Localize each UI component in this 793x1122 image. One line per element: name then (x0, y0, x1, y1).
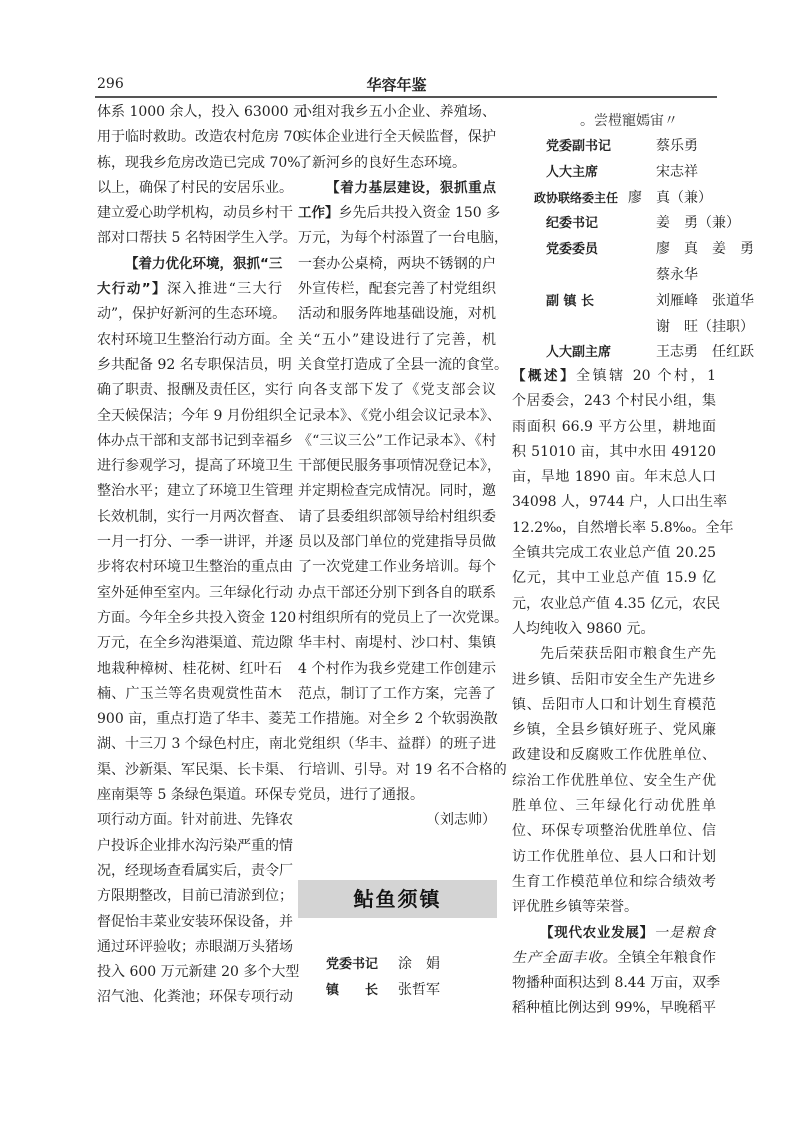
body-text: 关“五小”建设进行了完善，机 (298, 331, 496, 348)
roster-name: 蔡乐勇 (656, 138, 698, 154)
body-text: 政建设和反腐败工作优胜单位、 (512, 747, 716, 764)
body-text: 一套办公桌椅，两块不锈钢的户 (298, 255, 496, 272)
body-text: 进行参观学习，提高了环境卫生 (97, 458, 293, 475)
text-line (512, 693, 716, 718)
text-line (97, 201, 293, 226)
body-text: 人均纯收入 9860 元。 (512, 620, 655, 637)
text-line (97, 404, 297, 429)
roster-entry (546, 263, 754, 289)
text-line (512, 996, 716, 1021)
body-text: 栋，现我乡危房改造已完成 70% (97, 154, 301, 171)
running-title: 华容年鉴 (366, 76, 427, 94)
text-line (298, 151, 496, 176)
text-line (298, 479, 496, 504)
body-text: 34098 人，9744 户，人口出生率 (512, 494, 728, 511)
text-line (512, 465, 716, 490)
text-line (298, 732, 496, 757)
text-line (512, 743, 716, 768)
text-line (512, 946, 716, 971)
body-text: 先后荣获岳阳市粮食生产先 (540, 646, 716, 663)
body-text: 况，经现场查看属实后，责令厂 (97, 862, 293, 879)
text-line (512, 769, 716, 794)
text-line (97, 100, 307, 125)
body-text: 农村环境卫生整治行动方面。全 (97, 331, 293, 348)
text-line (512, 819, 716, 844)
body-text: 确了职责、报酬及责任区，实行 (97, 382, 293, 399)
body-text: 了新河乡的良好生态环境。 (298, 154, 466, 171)
body-text: 全镇辖 20 个村，1 (576, 368, 716, 384)
body-text: 方限期整改，目前已清淤到位； (97, 888, 293, 905)
text-line (298, 555, 496, 580)
text-line (512, 845, 716, 870)
roster-entry (546, 134, 754, 160)
body-text: 个居委会，243 个村民小组，集 (512, 393, 716, 410)
leadership-roster-top (534, 134, 754, 366)
body-text: 向各支部下发了《党支部会议 (298, 382, 496, 399)
text-line (298, 100, 496, 125)
body-text: 体办点干部和支部书记到幸福乡 (97, 432, 293, 449)
text-line (298, 302, 496, 327)
section-heading: 大行动”】 (97, 281, 167, 298)
text-line (97, 176, 293, 201)
body-text: 党员，进行了通报。 (298, 787, 424, 804)
text-line (97, 530, 293, 555)
body-text: 户投诉企业排水沟污染严重的情 (97, 837, 293, 854)
body-text: 全镇全年粮食作 (617, 949, 717, 966)
text-line (97, 758, 293, 783)
body-text: 以上，确保了村民的安居乐业。 (97, 179, 293, 196)
body-text: 室外延伸至室内。三年绿化行动 (97, 584, 293, 601)
body-text: 乡共配备 92 名专职保洁员，明 (97, 356, 292, 373)
roster-entry (326, 952, 440, 978)
text-line (97, 555, 293, 580)
body-text: 督促怡丰菜业安装环保设备，并 (97, 913, 293, 930)
body-text: 并定期检查完成情况。同时，邀 (298, 483, 496, 500)
body-text: 员以及部门单位的党建指导员做 (298, 534, 496, 551)
text-line (512, 490, 728, 515)
body-text: 湖、十三刀 3 个绿色村庄，南北 (97, 736, 297, 753)
text-line (97, 378, 293, 403)
text-line (512, 718, 716, 743)
text-line (512, 870, 716, 895)
text-line (97, 732, 297, 757)
body-text: 长效机制，实行一月两次督查、 (97, 508, 293, 525)
text-line (298, 707, 496, 732)
body-text: 元，农业总产值 4.35 亿元，农民 (512, 595, 721, 612)
roster-role: 镇 长 (326, 982, 379, 998)
text-line (97, 125, 302, 150)
body-text: 镇、岳阳市人口和计划生育模范 (512, 696, 716, 713)
roster-entry (546, 340, 754, 366)
body-text: 村组织所有的党员上了一次党课。 (298, 609, 508, 626)
roster-role: 党委委员 (546, 242, 599, 258)
text-line (512, 617, 716, 642)
roster-role: 政协联络委主任 (534, 190, 619, 205)
body-text: 一月一打分、一季一讲评，并逐 (97, 534, 293, 551)
text-line (97, 151, 301, 176)
body-text: 12.2‰，自然增长率 5.8‰。全年 (512, 519, 734, 536)
body-text: 积 51010 亩，其中水田 49120 (512, 443, 716, 460)
roster-entry (546, 289, 754, 315)
body-text: 综治工作优胜单位、安全生产优 (512, 772, 716, 789)
body-text: 亩，旱地 1890 亩。年末总人口 (512, 469, 716, 486)
body-text: 万元，在全乡沟港渠道、荒边隙 (97, 635, 293, 652)
body-text: 记录本》、《党小组会议记录本》、 (298, 407, 501, 424)
leadership-roster-bottom (326, 952, 440, 1004)
text-line (512, 415, 716, 440)
body-text: 小组对我乡五小企业、养殖场、 (298, 104, 496, 120)
body-text: 体系 1000 余人，投入 63000 元 (97, 104, 307, 120)
roster-name: 王志勇 任红跃 (656, 344, 754, 361)
body-text: 动”，保护好新河的生态环境。 (97, 306, 287, 323)
text-line (512, 642, 716, 667)
body-text: 位、环保专项整治优胜单位、信 (512, 823, 716, 840)
roster-name: 谢 旺（挂职） (656, 318, 754, 335)
header-rule (95, 96, 717, 98)
text-line (512, 668, 716, 693)
text-line (298, 252, 496, 277)
body-text: 全镇共完成工农业总产值 20.25 (512, 545, 716, 562)
body-text: 物播种面积达到 8.44 万亩，双季 (512, 975, 721, 992)
roster-name: 涂 娟 (398, 956, 440, 972)
text-line (298, 783, 496, 808)
text-line (97, 960, 300, 985)
text-line (97, 707, 297, 732)
body-text: 通过环评验收；赤眼湖万头猪场 (97, 938, 293, 955)
roster-entry (546, 160, 754, 186)
roster-name: 廖 真 姜 勇 (656, 241, 754, 258)
garbled-text-line: 。尝榿寵嫣宙〃 (580, 113, 678, 129)
body-text: 深入推进“三大行 (166, 281, 282, 298)
body-text: 进乡镇、岳阳市安全生产先进乡 (512, 671, 716, 688)
text-line (512, 364, 716, 389)
body-text: 建立爱心助学机构，动员乡村干 (97, 205, 293, 222)
text-line (298, 581, 496, 606)
emphasis-text: 生产全面丰收。 (512, 949, 618, 966)
body-text: 党组织（华丰、益群）的班子进 (298, 736, 496, 753)
body-text: 用于临时救助。改造农村危房 70 (97, 129, 302, 146)
text-line (298, 353, 508, 378)
text-line (97, 429, 293, 454)
body-text: 活动和服务阵地基础设施，对机 (298, 306, 496, 323)
text-line (298, 176, 496, 201)
text-line (97, 302, 287, 327)
body-text: 稻种植比例达到 99%，早晚稻平 (512, 1000, 716, 1017)
text-line (298, 125, 496, 150)
text-line (512, 516, 734, 541)
text-line (298, 378, 496, 403)
roster-role: 人大副主席 (546, 345, 612, 361)
body-text: 胜单位、三年绿化行动优胜单 (512, 798, 716, 815)
body-text: 请了县委组织部领导给村组织委 (298, 508, 496, 525)
roster-name: 廖 真（兼） (628, 189, 713, 206)
body-text: 办点干部还分别下到各自的联系 (298, 584, 496, 601)
text-line (298, 226, 508, 251)
column-2 (298, 100, 508, 834)
body-text: 整治水平；建立了环境卫生管理 (97, 483, 293, 500)
body-text: 方面。今年全乡共投入资金 120 (97, 609, 297, 626)
text-line (97, 884, 293, 909)
body-text: 华丰村、南堤村、沙口村、集镇 (298, 635, 496, 652)
text-line (298, 404, 501, 429)
text-line (298, 682, 496, 707)
text-line (97, 985, 293, 1010)
text-line (97, 479, 293, 504)
body-text: 工作措施。对全乡 2 个软弱涣散 (298, 711, 498, 728)
emphasis-text: 一是粮食 (653, 924, 717, 941)
roster-entry (326, 978, 440, 1004)
text-line (97, 910, 293, 935)
body-text: 步将农村环境卫生整治的重点由 (97, 559, 293, 576)
body-text: 渠、沙新渠、军民渠、长卡渠、 (97, 761, 293, 778)
body-text: 行培训、引导。对 19 名不合格的 (298, 761, 507, 778)
roster-entry (546, 211, 754, 237)
section-heading: 【着力优化环境，狠抓“三 (125, 255, 283, 272)
body-text: 亿元，其中工业总产值 15.9 亿 (512, 570, 716, 587)
section-title: 鲇鱼须镇 (298, 880, 497, 918)
body-text: 评优胜乡镇等荣誉。 (512, 899, 638, 916)
body-text: 外宣传栏，配套完善了村党组织 (298, 281, 496, 298)
text-line (512, 971, 721, 996)
body-text: 了一次党建工作业务培训。每个 (298, 559, 496, 576)
body-text: 干部便民服务事项情况登记本》， (298, 458, 501, 475)
body-text: 地栽种樟树、桂花树、红叶石 (97, 660, 282, 677)
text-line (298, 657, 496, 682)
roster-entry (546, 237, 754, 263)
text-line (97, 935, 293, 960)
body-text: 沼气池、化粪池；环保专项行动 (97, 989, 293, 1006)
roster-name: 刘雁峰 张道华 (656, 292, 754, 309)
body-text: 全天候保洁；今年 9 月份组织全 (97, 407, 297, 424)
text-line (512, 541, 716, 566)
body-text: 实体企业进行全天候监督，保护 (298, 129, 496, 146)
body-text: 4 个村作为我乡党建工作创建示 (298, 660, 496, 677)
text-line (512, 592, 721, 617)
text-line (97, 277, 282, 302)
text-line (97, 783, 297, 808)
body-text: 部对口帮扶 5 名特困学生入学。 (97, 230, 297, 247)
body-text: 900 亩，重点打造了华丰、菱芜 (97, 711, 297, 728)
text-line (512, 389, 716, 414)
text-line (512, 921, 716, 946)
body-text: 投入 600 万元新建 20 多个大型 (97, 964, 300, 981)
body-text: 访工作优胜单位、县人口和计划 (512, 848, 716, 865)
body-text: 万元，为每个村添置了一台电脑， (298, 230, 508, 247)
page-number: 296 (97, 76, 124, 92)
section-heading: 【概述】 (512, 368, 577, 384)
text-line (298, 530, 496, 555)
body-text: 乡先后共投入资金 150 多 (338, 205, 501, 222)
roster-role: 人大主席 (546, 164, 599, 180)
column-3 (512, 364, 734, 1022)
roster-entry (546, 315, 754, 341)
section-heading: 【着力基层建设，狠抓重点 (326, 179, 496, 196)
section-heading: 【现代农业发展】 (540, 924, 654, 941)
text-line (298, 201, 501, 226)
text-line (97, 859, 293, 884)
roster-role: 党委书记 (326, 957, 379, 972)
text-line (298, 454, 501, 479)
column-1 (97, 100, 307, 1011)
text-line (298, 808, 496, 833)
text-line (97, 606, 297, 631)
body-text: 雨面积 66.9 平方公里，耕地面 (512, 418, 716, 435)
section-heading: 工作】 (298, 205, 339, 222)
text-line (298, 505, 496, 530)
body-text: 关食堂打造成了全县一流的食堂。 (298, 356, 508, 373)
body-text: 项行动方面。针对前进、先锋农 (97, 812, 293, 829)
text-line (97, 454, 293, 479)
text-line (298, 606, 508, 631)
body-text: （刘志帅） (426, 812, 496, 829)
text-line (512, 566, 716, 591)
roster-entry (534, 186, 754, 212)
text-line (97, 808, 293, 833)
body-text: 座南渠等 5 条绿色渠道。环保专 (97, 787, 297, 804)
text-line (298, 328, 496, 353)
text-line (97, 505, 293, 530)
text-line (298, 277, 496, 302)
text-line (97, 581, 293, 606)
roster-name: 张哲军 (398, 981, 440, 998)
roster-role: 副 镇 长 (546, 293, 595, 309)
roster-role: 党委副书记 (546, 139, 612, 154)
text-line (512, 440, 716, 465)
text-line (298, 758, 507, 783)
body-text: 楠、广玉兰等名贵观赏性苗木 (97, 685, 282, 702)
text-line (512, 895, 716, 920)
text-line (97, 226, 297, 251)
text-line (298, 429, 496, 454)
roster-role: 纪委书记 (546, 216, 599, 232)
text-line (97, 252, 282, 277)
roster-name: 宋志祥 (656, 163, 698, 180)
text-line (97, 353, 292, 378)
body-text: 《“三议三公”工作记录本》、《村 (298, 432, 496, 449)
text-line (97, 834, 293, 859)
text-line (97, 657, 282, 682)
roster-name: 姜 勇（兼） (656, 215, 740, 232)
body-text: 乡镇，全县乡镇好班子、党风廉 (512, 722, 716, 739)
roster-name: 蔡永华 (656, 266, 698, 283)
text-line (97, 631, 293, 656)
text-line (512, 794, 716, 819)
body-text: 范点，制订了工作方案，完善了 (298, 685, 496, 702)
text-line (97, 682, 282, 707)
text-line (298, 631, 496, 656)
body-text: 生育工作模范单位和综合绩效考 (512, 873, 716, 890)
text-line (97, 328, 293, 353)
